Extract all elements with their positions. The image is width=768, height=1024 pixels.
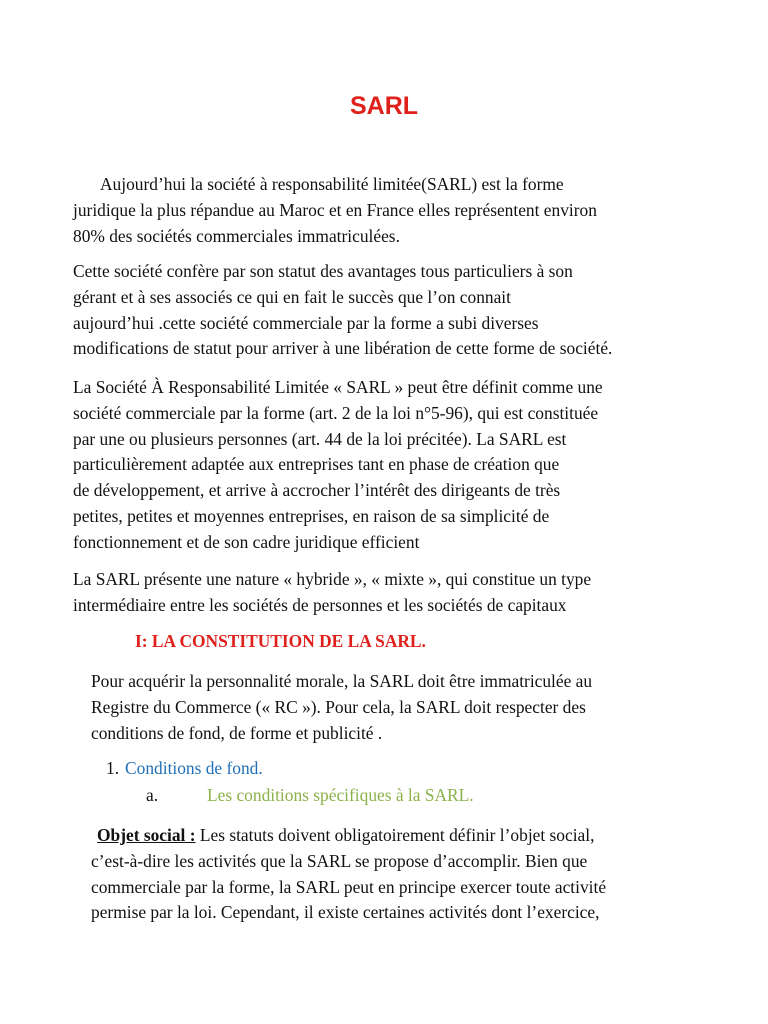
paragraph-constitution (91, 669, 592, 746)
text-line: Registre du Commerce (« RC »). Pour cela, la SARL doit respecter des (91, 696, 586, 717)
paragraph-advantages (73, 259, 612, 362)
text-line: Aujourd’hui la société à responsabilité limitée(SARL) est la forme (100, 174, 564, 194)
text-line: permise par la loi. Cependant, il existe certaines activités dont l’exercice, (91, 902, 600, 923)
text-line: conditions de fond, de forme et publicité . (91, 722, 383, 743)
text-line: commerciale par la forme, la SARL peut en principe exercer toute activité (91, 876, 607, 897)
text-line: 80% des sociétés commerciales immatriculées. (73, 225, 400, 246)
text-line: La Société À Responsabilité Limitée « SARL » peut être définit comme une (73, 377, 603, 397)
text-line: gérant et à ses associés ce qui en fait le succès que l’on connait (73, 286, 511, 307)
text-line: fonctionnement et de son cadre juridique efficient (73, 531, 420, 552)
list-number: 1. (106, 758, 120, 778)
numbered-list-item (106, 758, 263, 779)
lettered-list-item (146, 785, 474, 806)
paragraph-definition (73, 375, 603, 556)
section-heading: I: LA CONSTITUTION DE LA SARL. (135, 631, 426, 651)
paragraph-nature (73, 567, 591, 619)
text-line: de développement, et arrive à accrocher l’intérêt des dirigeants de très (73, 480, 561, 501)
text-fragment: Les statuts doivent obligatoirement définir l’objet social, (195, 825, 595, 845)
text-line: Cette société confère par son statut des avantages tous particuliers à son (73, 261, 573, 281)
text-line: aujourd’hui .cette société commerciale par la forme a subi diverses (73, 312, 539, 333)
list-letter: a. (146, 785, 159, 805)
text-line: particulièrement adaptée aux entreprises tant en phase de création que (73, 454, 560, 475)
text-line: petites, petites et moyennes entreprises, en raison de sa simplicité de (73, 505, 550, 526)
paragraph-objet-social (91, 823, 606, 926)
list-item-text: Conditions de fond. (125, 758, 263, 778)
text-line: La SARL présente une nature « hybride », « mixte », qui constitue un type (73, 569, 592, 589)
objet-social-label: Objet social : (97, 825, 196, 845)
text-line: Pour acquérir la personnalité morale, la SARL doit être immatriculée au (91, 671, 593, 691)
list-item-text: Les conditions spécifiques à la SARL. (207, 785, 474, 805)
text-line: modifications de statut pour arriver à une libération de cette forme de société. (73, 338, 613, 359)
text-line: intermédiaire entre les sociétés de personnes et les sociétés de capitaux (73, 594, 567, 615)
text-line: par une ou plusieurs personnes (art. 44 de la loi précitée). La SARL est (73, 428, 567, 449)
document-title: SARL (349, 92, 419, 120)
text-line: juridique la plus répandue au Maroc et en France elles représentent environ (73, 199, 597, 220)
text-line: c’est-à-dire les activités que la SARL se propose d’accomplir. Bien que (91, 850, 588, 871)
intro-paragraph (73, 172, 597, 249)
text-line: société commerciale par la forme (art. 2 de la loi n°5-96), qui est constituée (73, 402, 599, 423)
text-line (91, 823, 606, 849)
